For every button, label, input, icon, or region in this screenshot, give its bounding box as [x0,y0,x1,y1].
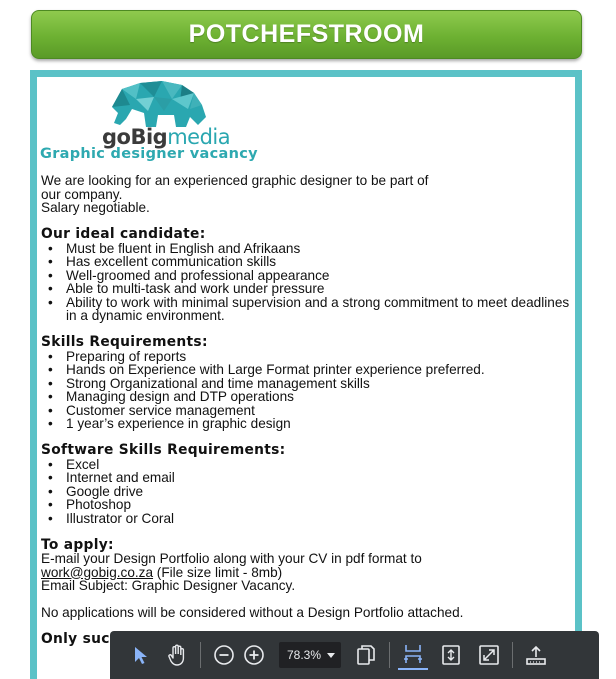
apply-email-line [41,566,571,580]
apply-heading: To apply: [41,536,114,553]
skills-list [41,350,571,431]
list-item: • Photoshop [61,498,571,512]
company-logo [67,79,257,151]
banner-title: POTCHEFSTROOM [188,20,425,48]
list-item: • Google drive [61,485,571,499]
vacancy-heading: Graphic designer vacancy [40,146,258,162]
list-item: • Illustrator or Coral [61,512,571,526]
list-item: • Well-groomed and professional appearance [61,269,571,283]
logo-wordmark: goBigmedia [102,125,231,149]
apply-instructions: E-mail your Design Portfolio along with your CV in pdf format to [41,551,422,566]
ideal-candidate-list [41,242,571,323]
file-size-note: (File size limit - 8mb) [153,564,283,580]
list-item: • Has excellent communication skills [61,255,571,269]
list-item: • Hands on Experience with Large Format printer experience preferred. [61,363,571,377]
software-skills-heading: Software Skills Requirements: [41,442,286,458]
toolbar-divider [512,642,513,668]
zoom-out-icon[interactable] [209,640,239,670]
pdf-viewer-toolbar [110,631,599,679]
email-link[interactable]: work@gobig.co.za [41,564,154,580]
list-item: • Able to multi-task and work under pressure [61,282,571,296]
list-item: • Managing design and DTP operations [61,390,571,404]
elephant-logo-icon [102,79,222,129]
zoom-in-icon[interactable] [239,640,269,670]
list-item: • Excel [61,458,571,472]
intro-line: Salary negotiable. [41,200,150,215]
hand-icon[interactable] [162,640,192,670]
skills-heading: Skills Requirements: [41,334,208,350]
fit-page-icon[interactable] [436,640,466,670]
poster-content [41,174,571,647]
upload-icon[interactable] [521,640,551,670]
document-pages-icon[interactable] [351,640,381,670]
toolbar-divider [200,642,201,668]
email-subject: Email Subject: Graphic Designer Vacancy. [41,578,296,593]
fit-width-icon[interactable] [398,640,428,670]
ideal-candidate-heading: Our ideal candidate: [41,226,206,242]
list-item: • Preparing of reports [61,350,571,364]
location-banner [31,10,582,59]
zoom-level-select[interactable] [279,642,341,668]
list-item: • Ability to work with minimal supervision and a strong commitment to meet deadlines in a dynamic environment. [61,296,571,323]
list-item: • Customer service management [61,404,571,418]
toolbar-divider [389,642,390,668]
select-arrow-icon[interactable] [126,640,156,670]
list-item: • Internet and email [61,471,571,485]
list-item: • Must be fluent in English and Afrikaans [61,242,571,256]
poster-page [37,77,575,679]
closing-line: Only suc [41,631,110,647]
portfolio-note: No applications will be considered without a Design Portfolio attached. [41,605,464,620]
software-skills-list [41,458,571,526]
list-item: • Strong Organizational and time management skills [61,377,571,391]
intro-line: We are looking for an experienced graphic designer to be part of [41,173,429,188]
fullscreen-icon[interactable] [474,640,504,670]
intro-line: our company. [41,186,123,202]
chevron-down-icon [327,653,335,658]
list-item: • 1 year’s experience in graphic design [61,417,571,431]
job-poster [30,70,582,679]
zoom-level-value: 78.3% [287,648,322,662]
